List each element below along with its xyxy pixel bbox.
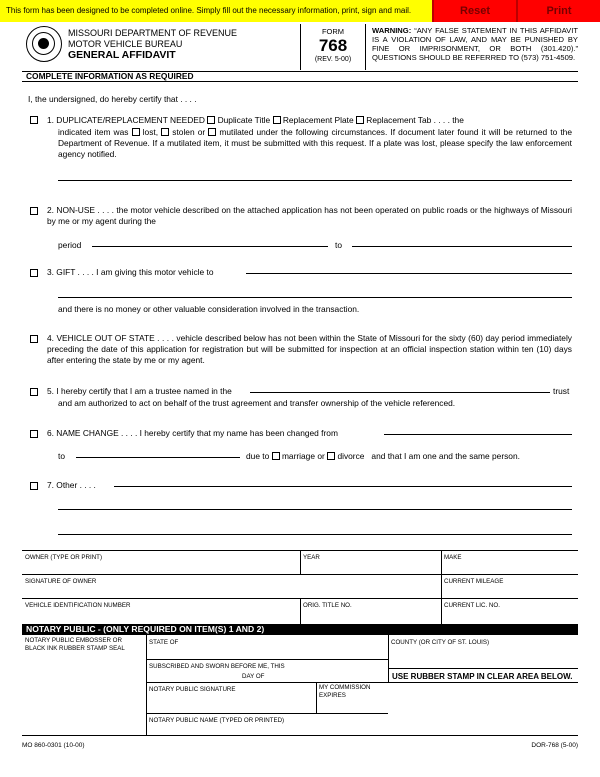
divorce-checkbox[interactable] xyxy=(327,452,335,460)
grid-vline-2 xyxy=(441,550,442,624)
intro-text: I, the undersigned, do hereby certify that . . . . xyxy=(28,94,197,104)
form-number: 768 xyxy=(318,36,348,55)
replacement-tab-label: Replacement Tab . . . . the xyxy=(366,115,464,125)
item2-to-label: to xyxy=(335,240,342,250)
new-name-field[interactable] xyxy=(76,457,240,458)
item3-checkbox[interactable] xyxy=(30,269,38,277)
top-toolbar xyxy=(0,0,600,22)
item5-text: 5. I hereby certify that I am a trustee named in the xyxy=(47,386,232,396)
form-header xyxy=(22,24,578,70)
item1-agency-field[interactable] xyxy=(58,180,572,181)
form-revision: (REV. 5-00) xyxy=(314,56,352,63)
footer-form-code: MO 860-0301 (10-00) xyxy=(22,742,85,749)
item6-checkbox[interactable] xyxy=(30,430,38,438)
notary-commission-label: MY COMMISSION EXPIRES xyxy=(319,684,371,699)
notary-rule-bottom xyxy=(22,735,578,736)
notary-section-title: NOTARY PUBLIC - (ONLY REQUIRED ON ITEM(S) 1 AND 2) xyxy=(22,624,578,635)
replacement-plate-label: Replacement Plate xyxy=(282,115,354,125)
item3-body: and there is no money or other valuable consideration involved in the transaction. xyxy=(58,304,360,314)
form-title: GENERAL AFFIDAVIT xyxy=(68,49,176,61)
warning-label: WARNING: xyxy=(372,26,412,35)
item2-text: 2. NON-USE . . . . the motor vehicle described on the attached application has not been operated on public roads or the highways of Missouri by me or my agent during the xyxy=(47,205,572,226)
item4-checkbox[interactable] xyxy=(30,335,38,343)
item1-checkbox[interactable] xyxy=(30,116,38,124)
lost-checkbox[interactable] xyxy=(132,128,140,136)
item7-checkbox[interactable] xyxy=(30,482,38,490)
item4-text: 4. VEHICLE OUT OF STATE . . . . vehicle described below has not been within the State of Missouri for the sixty (60) day period immediately preceding the date of this application for registration but will be submitted for inspection at an official inspection station within ten (10) days after entering the state by me or my agent. xyxy=(47,333,572,365)
stamp-rule xyxy=(388,668,578,669)
mileage-label: CURRENT MILEAGE xyxy=(444,578,504,585)
current-lic-label: CURRENT LIC. NO. xyxy=(444,602,500,609)
former-name-field[interactable] xyxy=(384,434,572,435)
item3-text: 3. GIFT . . . . I am giving this motor vehicle to xyxy=(47,267,214,277)
item3-checkbox-wrap xyxy=(30,268,38,279)
mutilated-checkbox[interactable] xyxy=(208,128,216,136)
grid-vline-3 xyxy=(300,598,301,624)
stolen-label: stolen or xyxy=(172,127,206,137)
item7-text: 7. Other . . . . xyxy=(47,480,96,490)
item5-trust-label: trust xyxy=(553,386,570,396)
online-notice: This form has been designed to be completed online. Simply fill out the necessary information, print, sign and mail. xyxy=(0,0,432,22)
lost-label: lost, xyxy=(142,127,159,137)
duplicate-title-label: Duplicate Title xyxy=(217,115,271,125)
notary-county-label: COUNTY (OR CITY OF ST. LOUIS) xyxy=(391,639,490,646)
other-field-2[interactable] xyxy=(58,509,572,510)
grid-vline-1 xyxy=(300,550,301,574)
notary-state-label: STATE OF xyxy=(149,639,179,646)
notary-vline-2 xyxy=(388,635,389,682)
rubber-stamp-instruction: USE RUBBER STAMP IN CLEAR AREA BELOW. xyxy=(392,672,573,681)
item6-reason xyxy=(246,451,520,462)
period-to-field[interactable] xyxy=(352,246,572,247)
dept-line1: MISSOURI DEPARTMENT OF REVENUE xyxy=(68,28,238,38)
notary-rule-1 xyxy=(146,659,388,660)
trust-name-field[interactable] xyxy=(250,392,550,393)
item5-checkbox[interactable] xyxy=(30,388,38,396)
section-title: COMPLETE INFORMATION AS REQUIRED xyxy=(22,71,578,82)
owner-signature-label: SIGNATURE OF OWNER xyxy=(25,578,97,585)
item7-checkbox-wrap xyxy=(30,481,38,492)
item6-text: 6. NAME CHANGE . . . . I hereby certify that my name has been changed from xyxy=(47,428,338,438)
notary-sworn-label: SUBSCRIBED AND SWORN BEFORE ME, THIS xyxy=(149,663,285,670)
stolen-checkbox[interactable] xyxy=(161,128,169,136)
footer-dor-code: DOR-768 (5-00) xyxy=(531,742,578,749)
notary-vline-3 xyxy=(316,682,317,713)
reset-button[interactable]: Reset xyxy=(432,0,516,22)
item1-text xyxy=(47,115,572,126)
gift-recipient-field[interactable] xyxy=(246,273,572,274)
grid-rule-2 xyxy=(22,574,578,575)
duplicate-title-checkbox[interactable] xyxy=(207,116,215,124)
item6-due-label: due to xyxy=(246,451,270,461)
replacement-tab-checkbox[interactable] xyxy=(356,116,364,124)
state-seal-icon xyxy=(26,26,62,62)
dept-line2: MOTOR VEHICLE BUREAU xyxy=(68,39,183,49)
item5-checkbox-wrap xyxy=(30,387,38,398)
item1-label: 1. DUPLICATE/REPLACEMENT NEEDED xyxy=(47,115,205,125)
item2-period-label: period xyxy=(58,240,82,250)
owner-label: OWNER (TYPE OR PRINT) xyxy=(25,554,102,561)
item1-checkbox-wrap xyxy=(30,115,38,126)
item2-checkbox[interactable] xyxy=(30,207,38,215)
notary-rule-3 xyxy=(146,713,388,714)
item6-checkbox-wrap xyxy=(30,429,38,440)
notary-embosser-label: NOTARY PUBLIC EMBOSSER OR BLACK INK RUBBER STAMP SEAL xyxy=(25,637,125,652)
item6-to-label: to xyxy=(58,451,65,461)
warning-body: “ANY FALSE STATEMENT IN THIS AFFIDAVIT IS A VIOLATION OF LAW, AND MAY BE PUNISHED BY FINE OR IMPRISONMENT, OR BOTH (301.420).” QUESTIONS SHOULD BE REFERRED TO (573) 751-4509. xyxy=(372,26,578,62)
gift-recipient-field-2[interactable] xyxy=(58,297,572,298)
other-field-1[interactable] xyxy=(114,486,572,487)
warning-text xyxy=(372,26,578,62)
divorce-label: divorce xyxy=(337,451,365,461)
notary-signature-label: NOTARY PUBLIC SIGNATURE xyxy=(149,686,236,693)
orig-title-label: ORIG. TITLE NO. xyxy=(303,602,352,609)
form-label: FORM xyxy=(321,27,345,36)
notary-vline-1 xyxy=(146,635,147,735)
year-label: YEAR xyxy=(303,554,320,561)
notary-name-label: NOTARY PUBLIC NAME (TYPED OR PRINTED) xyxy=(149,717,285,724)
other-field-3[interactable] xyxy=(58,534,572,535)
department-block xyxy=(68,28,237,61)
item1-circumstances: mutilated under the following circumstances. If document later found it will be returned to the Department of Revenue. If a mutilated item, it must be submitted with this request. If a plate was lost, please specify the law enforcement agency notified. xyxy=(58,127,572,159)
item2-checkbox-wrap xyxy=(30,206,38,217)
item1-indicated: indicated item was xyxy=(58,127,129,137)
item4-checkbox-wrap xyxy=(30,334,38,345)
replacement-plate-checkbox[interactable] xyxy=(273,116,281,124)
notary-rule-2 xyxy=(146,682,578,683)
print-button[interactable]: Print xyxy=(516,0,600,22)
form-number-box xyxy=(300,24,366,70)
item6-end: and that I am one and the same person. xyxy=(371,451,520,461)
period-from-field[interactable] xyxy=(92,246,328,247)
item1-body xyxy=(58,127,572,160)
notary-day-of-label: DAY OF xyxy=(242,673,265,680)
make-label: MAKE xyxy=(444,554,462,561)
marriage-checkbox[interactable] xyxy=(272,452,280,460)
marriage-label: marriage or xyxy=(281,451,325,461)
vin-label: VEHICLE IDENTIFICATION NUMBER xyxy=(25,602,131,609)
item5-body: and am authorized to act on behalf of the trust agreement and transfer ownership of the vehicle referenced. xyxy=(58,398,456,408)
